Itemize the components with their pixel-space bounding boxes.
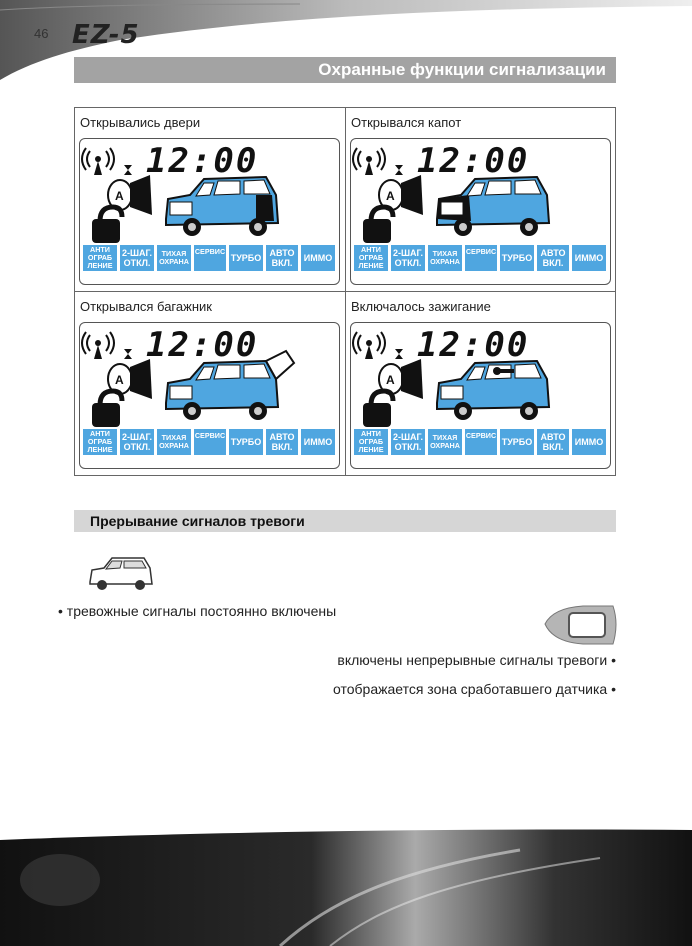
- mode-auto: АВТО ВКЛ.: [537, 429, 569, 455]
- mode-turbo: ТУРБО: [229, 429, 263, 455]
- svg-text:A: A: [386, 189, 395, 203]
- hourglass-icon: [124, 165, 132, 175]
- lcd-clock: 12:00: [417, 325, 530, 365]
- lcd-display: [350, 322, 611, 469]
- antenna-icon: [353, 148, 385, 175]
- lcd-mode-row: [83, 429, 335, 455]
- mode-auto: АВТО ВКЛ.: [266, 245, 298, 271]
- car-icon: [166, 177, 278, 236]
- panel-trunk: [75, 291, 345, 475]
- svg-text:A: A: [386, 373, 395, 387]
- mode-two-step: 2-ШАГ. ОТКЛ.: [391, 245, 425, 271]
- mode-silent: ТИХАЯ ОХРАНА: [157, 245, 191, 271]
- hourglass-icon: [395, 349, 403, 359]
- mode-immo: ИММО: [572, 245, 606, 271]
- section-title: Охранные функции сигнализации: [318, 60, 606, 79]
- mode-anti-robbery: АНТИ ОГРАБ ЛЕНИЕ: [83, 429, 117, 455]
- mode-anti-robbery: АНТИ ОГРАБ ЛЕНИЕ: [354, 245, 388, 271]
- antenna-icon: [82, 148, 114, 175]
- lcd-clock: 12:00: [146, 325, 259, 365]
- hourglass-icon: [124, 349, 132, 359]
- section-title-bar: [74, 57, 616, 83]
- mode-turbo: ТУРБО: [500, 429, 534, 455]
- alarm-panels-grid: [74, 107, 616, 476]
- lock-icon: [363, 391, 393, 427]
- note-left: • тревожные сигналы постоянно включены: [58, 603, 337, 619]
- mode-silent: ТИХАЯ ОХРАНА: [157, 429, 191, 455]
- lcd-mode-row: [83, 245, 335, 271]
- mode-immo: ИММО: [572, 429, 606, 455]
- mode-two-step: 2-ШАГ. ОТКЛ.: [120, 429, 154, 455]
- note-right-2: отображается зона сработавшего датчика •: [333, 681, 616, 697]
- svg-text:A: A: [115, 189, 124, 203]
- mode-service: СЕРВИС: [465, 245, 497, 271]
- panel-label: Открывался багажник: [80, 299, 212, 314]
- lcd-display: [350, 138, 611, 285]
- lock-icon: [92, 207, 122, 243]
- hourglass-icon: [395, 165, 403, 175]
- mode-service: СЕРВИС: [194, 245, 226, 271]
- car-outline-icon: [86, 556, 156, 592]
- panel-label: Открывались двери: [80, 115, 201, 130]
- panel-ignition: [345, 291, 616, 475]
- antenna-icon: [353, 332, 385, 359]
- mode-auto: АВТО ВКЛ.: [266, 429, 298, 455]
- mode-silent: ТИХАЯ ОХРАНА: [428, 245, 462, 271]
- mode-auto: АВТО ВКЛ.: [537, 245, 569, 271]
- mode-turbo: ТУРБО: [229, 245, 263, 271]
- page-number: 46: [34, 26, 49, 41]
- lcd-display: [79, 138, 340, 285]
- brand-logo: EZ-5: [72, 20, 140, 50]
- mode-silent: ТИХАЯ ОХРАНА: [428, 429, 462, 455]
- key-fob-icon: [543, 604, 619, 646]
- panel-label: Включалось зажигание: [351, 299, 491, 314]
- mode-two-step: 2-ШАГ. ОТКЛ.: [120, 245, 154, 271]
- mode-turbo: ТУРБО: [500, 245, 534, 271]
- lcd-display: [79, 322, 340, 469]
- mode-service: СЕРВИС: [194, 429, 226, 455]
- mode-service: СЕРВИС: [465, 429, 497, 455]
- car-icon: [437, 177, 549, 236]
- car-icon: [437, 361, 549, 420]
- mode-anti-robbery: АНТИ ОГРАБ ЛЕНИЕ: [83, 245, 117, 271]
- footer-decoration: [0, 810, 692, 946]
- subsection-title: Прерывание сигналов тревоги: [90, 513, 305, 529]
- panel-hood: [345, 108, 616, 291]
- mode-immo: ИММО: [301, 245, 335, 271]
- mode-two-step: 2-ШАГ. ОТКЛ.: [391, 429, 425, 455]
- svg-text:A: A: [115, 373, 124, 387]
- antenna-icon: [82, 332, 114, 359]
- lcd-mode-row: [354, 245, 606, 271]
- lock-icon: [363, 207, 393, 243]
- mode-anti-robbery: АНТИ ОГРАБ ЛЕНИЕ: [354, 429, 388, 455]
- lcd-clock: 12:00: [417, 141, 530, 181]
- note-right-1: включены непрерывные сигналы тревоги •: [337, 652, 616, 668]
- panel-doors: [75, 108, 345, 291]
- lock-icon: [92, 391, 122, 427]
- panel-label: Открывался капот: [351, 115, 462, 130]
- lcd-clock: 12:00: [146, 141, 259, 181]
- lcd-mode-row: [354, 429, 606, 455]
- mode-immo: ИММО: [301, 429, 335, 455]
- subsection-title-bar: [74, 510, 616, 532]
